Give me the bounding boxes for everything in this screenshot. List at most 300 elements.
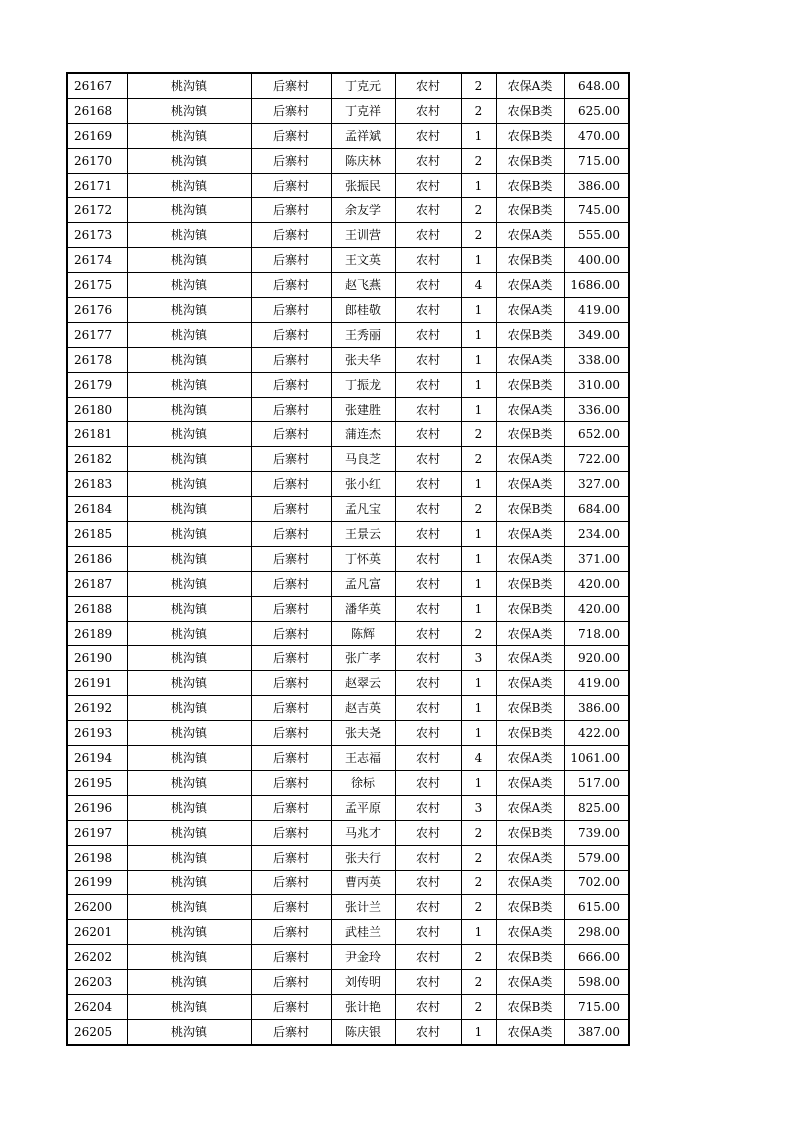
village-cell: 后寨村: [251, 173, 331, 198]
insurance-type-cell: 农保A类: [496, 646, 564, 671]
amount-cell: 419.00: [564, 671, 629, 696]
record-id-cell: 26181: [67, 422, 127, 447]
record-id-cell: 26191: [67, 671, 127, 696]
insurance-type-cell: 农保B类: [496, 248, 564, 273]
household-count-cell: 1: [461, 248, 496, 273]
household-count-cell: 2: [461, 223, 496, 248]
table-row: [67, 970, 629, 995]
person-name-cell: 张夫行: [331, 845, 395, 870]
area-type-cell: 农村: [395, 422, 461, 447]
village-cell: 后寨村: [251, 298, 331, 323]
town-cell: 桃沟镇: [127, 347, 251, 372]
household-count-cell: 2: [461, 970, 496, 995]
person-name-cell: 余友学: [331, 198, 395, 223]
insurance-type-cell: 农保B类: [496, 148, 564, 173]
person-name-cell: 丁克祥: [331, 98, 395, 123]
insurance-type-cell: 农保A类: [496, 273, 564, 298]
amount-cell: 387.00: [564, 1019, 629, 1044]
amount-cell: 722.00: [564, 447, 629, 472]
town-cell: 桃沟镇: [127, 870, 251, 895]
household-count-cell: 3: [461, 646, 496, 671]
town-cell: 桃沟镇: [127, 945, 251, 970]
insurance-type-cell: 农保B类: [496, 372, 564, 397]
insurance-type-cell: 农保A类: [496, 447, 564, 472]
table-row: [67, 522, 629, 547]
record-id-cell: 26186: [67, 546, 127, 571]
record-id-cell: 26205: [67, 1019, 127, 1044]
amount-cell: 920.00: [564, 646, 629, 671]
insurance-type-cell: 农保B类: [496, 994, 564, 1019]
table-row: [67, 98, 629, 123]
record-id-cell: 26203: [67, 970, 127, 995]
area-type-cell: 农村: [395, 870, 461, 895]
village-cell: 后寨村: [251, 472, 331, 497]
person-name-cell: 马兆才: [331, 820, 395, 845]
person-name-cell: 孟平原: [331, 795, 395, 820]
household-count-cell: 2: [461, 820, 496, 845]
village-cell: 后寨村: [251, 621, 331, 646]
village-cell: 后寨村: [251, 123, 331, 148]
household-count-cell: 2: [461, 895, 496, 920]
amount-cell: 702.00: [564, 870, 629, 895]
area-type-cell: 农村: [395, 148, 461, 173]
insurance-type-cell: 农保B类: [496, 497, 564, 522]
household-count-cell: 1: [461, 322, 496, 347]
amount-cell: 234.00: [564, 522, 629, 547]
household-count-cell: 1: [461, 123, 496, 148]
village-cell: 后寨村: [251, 198, 331, 223]
village-cell: 后寨村: [251, 148, 331, 173]
person-name-cell: 张计艳: [331, 994, 395, 1019]
village-cell: 后寨村: [251, 671, 331, 696]
table-row: [67, 820, 629, 845]
table-row: [67, 372, 629, 397]
table-row: [67, 273, 629, 298]
area-type-cell: 农村: [395, 696, 461, 721]
amount-cell: 684.00: [564, 497, 629, 522]
area-type-cell: 农村: [395, 646, 461, 671]
insurance-type-cell: 农保A类: [496, 621, 564, 646]
record-id-cell: 26167: [67, 73, 127, 98]
household-count-cell: 1: [461, 696, 496, 721]
household-count-cell: 2: [461, 621, 496, 646]
area-type-cell: 农村: [395, 98, 461, 123]
person-name-cell: 陈辉: [331, 621, 395, 646]
village-cell: 后寨村: [251, 73, 331, 98]
insurance-type-cell: 农保A类: [496, 970, 564, 995]
person-name-cell: 武桂兰: [331, 920, 395, 945]
area-type-cell: 农村: [395, 1019, 461, 1044]
household-count-cell: 2: [461, 994, 496, 1019]
table-row: [67, 920, 629, 945]
village-cell: 后寨村: [251, 721, 331, 746]
person-name-cell: 王文英: [331, 248, 395, 273]
record-id-cell: 26171: [67, 173, 127, 198]
table-row: [67, 298, 629, 323]
record-id-cell: 26172: [67, 198, 127, 223]
record-id-cell: 26200: [67, 895, 127, 920]
town-cell: 桃沟镇: [127, 596, 251, 621]
insurance-type-cell: 农保B类: [496, 820, 564, 845]
table-row: [67, 148, 629, 173]
household-count-cell: 2: [461, 497, 496, 522]
table-row: [67, 1019, 629, 1044]
person-name-cell: 丁克元: [331, 73, 395, 98]
town-cell: 桃沟镇: [127, 123, 251, 148]
amount-cell: 327.00: [564, 472, 629, 497]
table-row: [67, 994, 629, 1019]
insurance-type-cell: 农保A类: [496, 671, 564, 696]
amount-cell: 625.00: [564, 98, 629, 123]
insurance-type-cell: 农保A类: [496, 746, 564, 771]
insurance-type-cell: 农保A类: [496, 845, 564, 870]
record-id-cell: 26196: [67, 795, 127, 820]
town-cell: 桃沟镇: [127, 994, 251, 1019]
area-type-cell: 农村: [395, 223, 461, 248]
town-cell: 桃沟镇: [127, 447, 251, 472]
village-cell: 后寨村: [251, 322, 331, 347]
amount-cell: 739.00: [564, 820, 629, 845]
amount-cell: 386.00: [564, 696, 629, 721]
record-id-cell: 26194: [67, 746, 127, 771]
village-cell: 后寨村: [251, 447, 331, 472]
household-count-cell: 2: [461, 73, 496, 98]
record-id-cell: 26192: [67, 696, 127, 721]
village-cell: 后寨村: [251, 273, 331, 298]
insurance-type-cell: 农保B类: [496, 696, 564, 721]
insurance-type-cell: 农保B类: [496, 596, 564, 621]
table-row: [67, 123, 629, 148]
area-type-cell: 农村: [395, 721, 461, 746]
village-cell: 后寨村: [251, 696, 331, 721]
town-cell: 桃沟镇: [127, 522, 251, 547]
person-name-cell: 张计兰: [331, 895, 395, 920]
village-cell: 后寨村: [251, 845, 331, 870]
insurance-type-cell: 农保A类: [496, 522, 564, 547]
area-type-cell: 农村: [395, 671, 461, 696]
village-cell: 后寨村: [251, 770, 331, 795]
table-row: [67, 596, 629, 621]
amount-cell: 420.00: [564, 571, 629, 596]
table-row: [67, 945, 629, 970]
village-cell: 后寨村: [251, 546, 331, 571]
amount-cell: 422.00: [564, 721, 629, 746]
table-row: [67, 347, 629, 372]
town-cell: 桃沟镇: [127, 746, 251, 771]
area-type-cell: 农村: [395, 347, 461, 372]
amount-cell: 745.00: [564, 198, 629, 223]
town-cell: 桃沟镇: [127, 795, 251, 820]
village-cell: 后寨村: [251, 994, 331, 1019]
area-type-cell: 农村: [395, 198, 461, 223]
town-cell: 桃沟镇: [127, 770, 251, 795]
village-cell: 后寨村: [251, 571, 331, 596]
area-type-cell: 农村: [395, 472, 461, 497]
amount-cell: 349.00: [564, 322, 629, 347]
record-id-cell: 26197: [67, 820, 127, 845]
amount-cell: 470.00: [564, 123, 629, 148]
town-cell: 桃沟镇: [127, 621, 251, 646]
area-type-cell: 农村: [395, 73, 461, 98]
area-type-cell: 农村: [395, 298, 461, 323]
village-cell: 后寨村: [251, 646, 331, 671]
amount-cell: 386.00: [564, 173, 629, 198]
person-name-cell: 孟祥斌: [331, 123, 395, 148]
record-id-cell: 26180: [67, 397, 127, 422]
household-count-cell: 1: [461, 546, 496, 571]
town-cell: 桃沟镇: [127, 696, 251, 721]
insurance-type-cell: 农保A类: [496, 223, 564, 248]
record-id-cell: 26178: [67, 347, 127, 372]
household-count-cell: 1: [461, 397, 496, 422]
person-name-cell: 张振民: [331, 173, 395, 198]
table-row: [67, 870, 629, 895]
area-type-cell: 农村: [395, 447, 461, 472]
insurance-type-cell: 农保A类: [496, 870, 564, 895]
household-count-cell: 1: [461, 671, 496, 696]
town-cell: 桃沟镇: [127, 322, 251, 347]
record-id-cell: 26175: [67, 273, 127, 298]
data-table: [66, 72, 630, 1046]
area-type-cell: 农村: [395, 546, 461, 571]
insurance-type-cell: 农保A类: [496, 347, 564, 372]
person-name-cell: 丁怀英: [331, 546, 395, 571]
person-name-cell: 郎桂敬: [331, 298, 395, 323]
town-cell: 桃沟镇: [127, 248, 251, 273]
area-type-cell: 农村: [395, 248, 461, 273]
household-count-cell: 2: [461, 845, 496, 870]
area-type-cell: 农村: [395, 994, 461, 1019]
table-row: [67, 546, 629, 571]
record-id-cell: 26190: [67, 646, 127, 671]
area-type-cell: 农村: [395, 372, 461, 397]
insurance-type-cell: 农保A类: [496, 1019, 564, 1044]
person-name-cell: 潘华英: [331, 596, 395, 621]
amount-cell: 579.00: [564, 845, 629, 870]
household-count-cell: 2: [461, 447, 496, 472]
table-row: [67, 497, 629, 522]
household-count-cell: 1: [461, 721, 496, 746]
table-row: [67, 696, 629, 721]
household-count-cell: 2: [461, 148, 496, 173]
person-name-cell: 张小红: [331, 472, 395, 497]
person-name-cell: 张广孝: [331, 646, 395, 671]
record-id-cell: 26170: [67, 148, 127, 173]
town-cell: 桃沟镇: [127, 546, 251, 571]
amount-cell: 336.00: [564, 397, 629, 422]
household-count-cell: 4: [461, 273, 496, 298]
amount-cell: 420.00: [564, 596, 629, 621]
amount-cell: 652.00: [564, 422, 629, 447]
record-id-cell: 26204: [67, 994, 127, 1019]
area-type-cell: 农村: [395, 322, 461, 347]
household-count-cell: 4: [461, 746, 496, 771]
town-cell: 桃沟镇: [127, 98, 251, 123]
amount-cell: 666.00: [564, 945, 629, 970]
person-name-cell: 王训营: [331, 223, 395, 248]
person-name-cell: 蒲连杰: [331, 422, 395, 447]
insurance-type-cell: 农保B类: [496, 173, 564, 198]
town-cell: 桃沟镇: [127, 372, 251, 397]
area-type-cell: 农村: [395, 273, 461, 298]
town-cell: 桃沟镇: [127, 646, 251, 671]
village-cell: 后寨村: [251, 347, 331, 372]
town-cell: 桃沟镇: [127, 571, 251, 596]
village-cell: 后寨村: [251, 522, 331, 547]
insurance-type-cell: 农保A类: [496, 920, 564, 945]
area-type-cell: 农村: [395, 845, 461, 870]
area-type-cell: 农村: [395, 770, 461, 795]
amount-cell: 419.00: [564, 298, 629, 323]
household-count-cell: 1: [461, 347, 496, 372]
record-id-cell: 26183: [67, 472, 127, 497]
household-count-cell: 3: [461, 795, 496, 820]
person-name-cell: 徐标: [331, 770, 395, 795]
record-id-cell: 26179: [67, 372, 127, 397]
table-row: [67, 397, 629, 422]
record-id-cell: 26193: [67, 721, 127, 746]
table-row: [67, 447, 629, 472]
record-id-cell: 26168: [67, 98, 127, 123]
table-row: [67, 746, 629, 771]
household-count-cell: 2: [461, 870, 496, 895]
person-name-cell: 孟凡宝: [331, 497, 395, 522]
person-name-cell: 王志福: [331, 746, 395, 771]
insurance-type-cell: 农保B类: [496, 422, 564, 447]
area-type-cell: 农村: [395, 945, 461, 970]
person-name-cell: 马良芝: [331, 447, 395, 472]
table-row: [67, 571, 629, 596]
household-count-cell: 1: [461, 522, 496, 547]
amount-cell: 615.00: [564, 895, 629, 920]
town-cell: 桃沟镇: [127, 497, 251, 522]
household-count-cell: 2: [461, 98, 496, 123]
record-id-cell: 26174: [67, 248, 127, 273]
town-cell: 桃沟镇: [127, 970, 251, 995]
village-cell: 后寨村: [251, 596, 331, 621]
household-count-cell: 2: [461, 198, 496, 223]
amount-cell: 825.00: [564, 795, 629, 820]
area-type-cell: 农村: [395, 123, 461, 148]
area-type-cell: 农村: [395, 746, 461, 771]
area-type-cell: 农村: [395, 173, 461, 198]
household-count-cell: 1: [461, 596, 496, 621]
record-id-cell: 26176: [67, 298, 127, 323]
insurance-type-cell: 农保A类: [496, 298, 564, 323]
amount-cell: 715.00: [564, 994, 629, 1019]
town-cell: 桃沟镇: [127, 148, 251, 173]
record-id-cell: 26201: [67, 920, 127, 945]
table-row: [67, 198, 629, 223]
person-name-cell: 孟凡富: [331, 571, 395, 596]
insurance-type-cell: 农保B类: [496, 322, 564, 347]
household-count-cell: 1: [461, 920, 496, 945]
table-row: [67, 73, 629, 98]
record-id-cell: 26189: [67, 621, 127, 646]
person-name-cell: 尹金玲: [331, 945, 395, 970]
insurance-type-cell: 农保B类: [496, 123, 564, 148]
insurance-type-cell: 农保B类: [496, 98, 564, 123]
insurance-type-cell: 农保A类: [496, 397, 564, 422]
record-id-cell: 26188: [67, 596, 127, 621]
record-id-cell: 26173: [67, 223, 127, 248]
table-row: [67, 621, 629, 646]
village-cell: 后寨村: [251, 422, 331, 447]
table-row: [67, 795, 629, 820]
town-cell: 桃沟镇: [127, 223, 251, 248]
village-cell: 后寨村: [251, 945, 331, 970]
insurance-type-cell: 农保A类: [496, 770, 564, 795]
record-id-cell: 26187: [67, 571, 127, 596]
person-name-cell: 陈庆林: [331, 148, 395, 173]
household-count-cell: 1: [461, 173, 496, 198]
village-cell: 后寨村: [251, 223, 331, 248]
town-cell: 桃沟镇: [127, 820, 251, 845]
record-id-cell: 26185: [67, 522, 127, 547]
table-row: [67, 248, 629, 273]
table-body: [67, 73, 629, 1045]
town-cell: 桃沟镇: [127, 671, 251, 696]
household-count-cell: 2: [461, 945, 496, 970]
area-type-cell: 农村: [395, 522, 461, 547]
amount-cell: 338.00: [564, 347, 629, 372]
village-cell: 后寨村: [251, 497, 331, 522]
record-id-cell: 26195: [67, 770, 127, 795]
area-type-cell: 农村: [395, 596, 461, 621]
household-count-cell: 1: [461, 571, 496, 596]
village-cell: 后寨村: [251, 970, 331, 995]
amount-cell: 400.00: [564, 248, 629, 273]
village-cell: 后寨村: [251, 920, 331, 945]
person-name-cell: 张建胜: [331, 397, 395, 422]
area-type-cell: 农村: [395, 920, 461, 945]
table-row: [67, 223, 629, 248]
town-cell: 桃沟镇: [127, 298, 251, 323]
area-type-cell: 农村: [395, 895, 461, 920]
record-id-cell: 26198: [67, 845, 127, 870]
household-count-cell: 2: [461, 422, 496, 447]
town-cell: 桃沟镇: [127, 397, 251, 422]
village-cell: 后寨村: [251, 795, 331, 820]
insurance-type-cell: 农保A类: [496, 546, 564, 571]
person-name-cell: 丁振龙: [331, 372, 395, 397]
household-count-cell: 1: [461, 770, 496, 795]
amount-cell: 598.00: [564, 970, 629, 995]
record-id-cell: 26182: [67, 447, 127, 472]
town-cell: 桃沟镇: [127, 845, 251, 870]
record-id-cell: 26199: [67, 870, 127, 895]
record-id-cell: 26202: [67, 945, 127, 970]
insurance-type-cell: 农保B类: [496, 198, 564, 223]
record-id-cell: 26169: [67, 123, 127, 148]
person-name-cell: 王景云: [331, 522, 395, 547]
town-cell: 桃沟镇: [127, 273, 251, 298]
area-type-cell: 农村: [395, 397, 461, 422]
amount-cell: 517.00: [564, 770, 629, 795]
town-cell: 桃沟镇: [127, 472, 251, 497]
person-name-cell: 赵吉英: [331, 696, 395, 721]
person-name-cell: 赵翠云: [331, 671, 395, 696]
town-cell: 桃沟镇: [127, 721, 251, 746]
town-cell: 桃沟镇: [127, 198, 251, 223]
village-cell: 后寨村: [251, 1019, 331, 1044]
insurance-type-cell: 农保B类: [496, 895, 564, 920]
town-cell: 桃沟镇: [127, 73, 251, 98]
amount-cell: 371.00: [564, 546, 629, 571]
village-cell: 后寨村: [251, 98, 331, 123]
area-type-cell: 农村: [395, 621, 461, 646]
village-cell: 后寨村: [251, 397, 331, 422]
